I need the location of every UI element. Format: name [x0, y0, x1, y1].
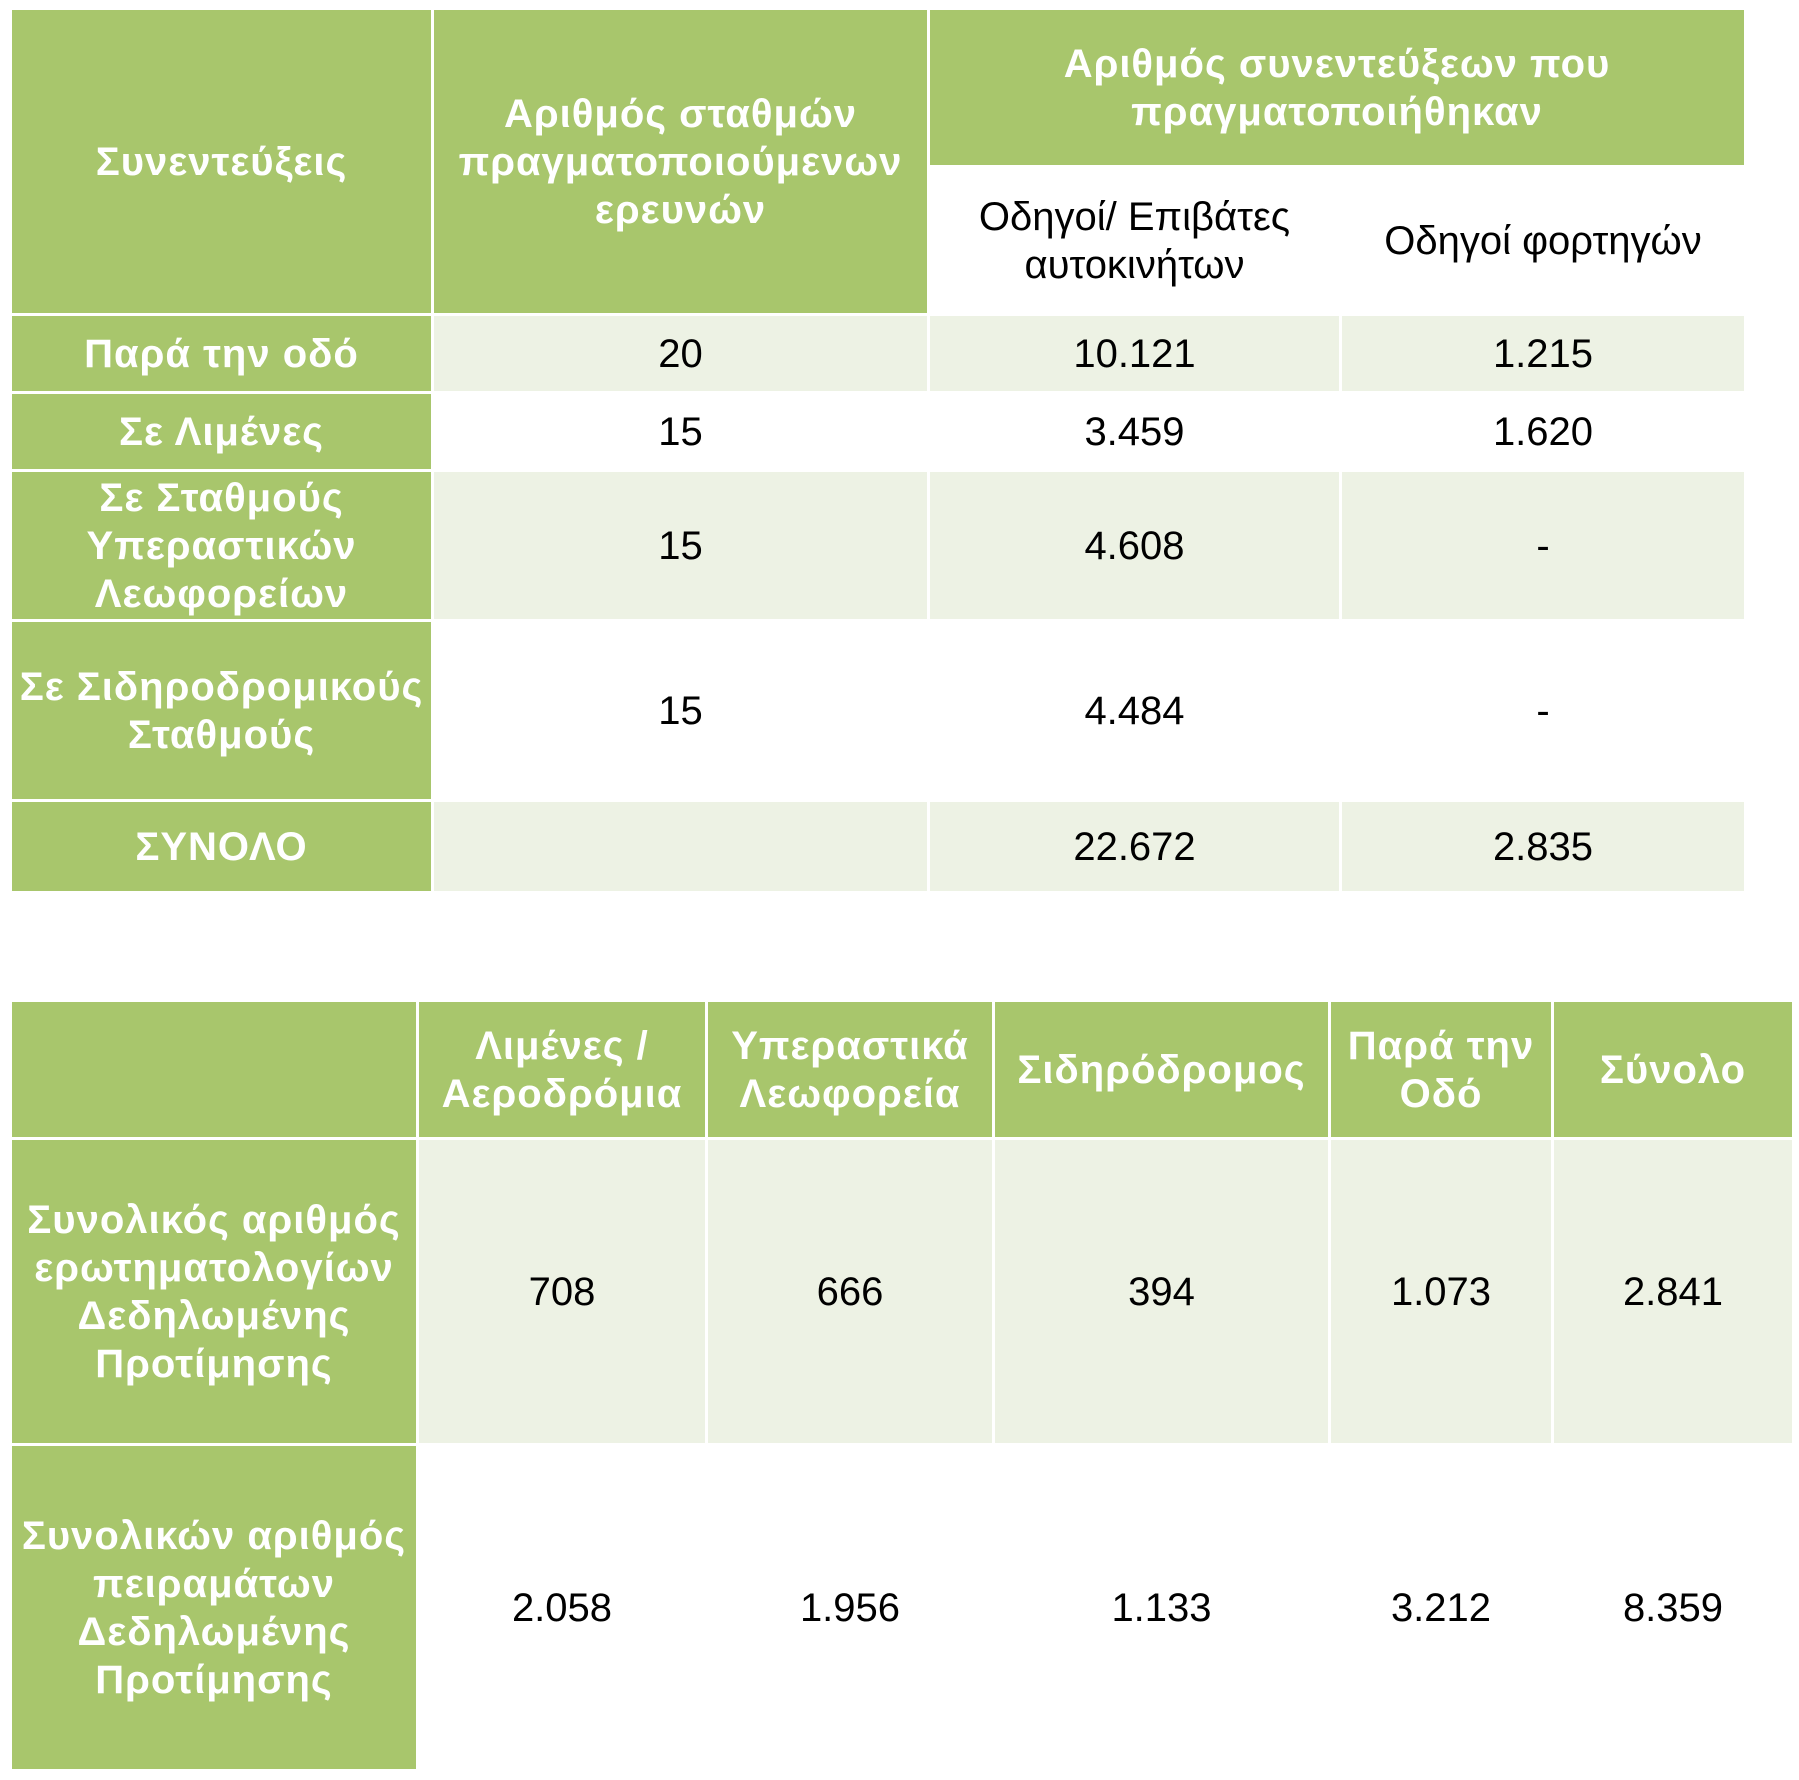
ports-airports-cell: 2.058 — [418, 1445, 707, 1771]
stations-cell: 20 — [433, 315, 929, 393]
trucks-cell: - — [1341, 621, 1746, 801]
table2-header-total: Σύνολο — [1553, 1001, 1794, 1139]
cars-cell: 10.121 — [929, 315, 1341, 393]
railway-cell: 1.133 — [994, 1445, 1330, 1771]
table2-header-intercity-buses: Υπεραστικά Λεωφορεία — [707, 1001, 994, 1139]
table1-header-stations: Αριθμός σταθμών πραγματοποιούμενων ερευνών — [433, 9, 929, 315]
table-row — [11, 621, 1746, 801]
table1-header-car-drivers: Οδηγοί/ Επιβάτες αυτοκινήτων — [929, 167, 1341, 315]
row-label: ΣΥΝΟΛΟ — [11, 801, 433, 893]
stations-cell — [433, 801, 929, 893]
questionnaires-table — [9, 999, 1795, 1772]
ports-airports-cell: 708 — [418, 1139, 707, 1445]
table-row — [11, 1445, 1794, 1771]
intercity-buses-cell: 666 — [707, 1139, 994, 1445]
table1-header-truck-drivers: Οδηγοί φορτηγών — [1341, 167, 1746, 315]
cars-cell: 3.459 — [929, 393, 1341, 471]
table2-header-ports-airports: Λιμένες / Αεροδρόμια — [418, 1001, 707, 1139]
cars-cell: 4.608 — [929, 471, 1341, 621]
intercity-buses-cell: 1.956 — [707, 1445, 994, 1771]
table2-header-railway: Σιδηρόδρομος — [994, 1001, 1330, 1139]
trucks-cell: 1.215 — [1341, 315, 1746, 393]
trucks-cell: 1.620 — [1341, 393, 1746, 471]
row-label: Σε Λιμένες — [11, 393, 433, 471]
table2-header-roadside: Παρά την Οδό — [1330, 1001, 1553, 1139]
stations-cell: 15 — [433, 393, 929, 471]
stations-cell: 15 — [433, 621, 929, 801]
row-label: Παρά την οδό — [11, 315, 433, 393]
trucks-cell: - — [1341, 471, 1746, 621]
table-row — [11, 393, 1746, 471]
row-label: Σε Σταθμούς Υπεραστικών Λεωφορείων — [11, 471, 433, 621]
table1-header-interviews: Συνεντεύξεις — [11, 9, 433, 315]
table2-header-row — [11, 1001, 1794, 1139]
row-label: Συνολικών αριθμός πειραμάτων Δεδηλωμένης Προτίμησης — [11, 1445, 418, 1771]
total-cell: 2.841 — [1553, 1139, 1794, 1445]
table-row — [11, 315, 1746, 393]
cars-cell: 4.484 — [929, 621, 1341, 801]
stations-cell: 15 — [433, 471, 929, 621]
total-cell: 8.359 — [1553, 1445, 1794, 1771]
table2-header-corner — [11, 1001, 418, 1139]
roadside-cell: 3.212 — [1330, 1445, 1553, 1771]
cars-cell: 22.672 — [929, 801, 1341, 893]
railway-cell: 394 — [994, 1139, 1330, 1445]
roadside-cell: 1.073 — [1330, 1139, 1553, 1445]
table-row — [11, 1139, 1794, 1445]
row-label: Σε Σιδηροδρομικούς Σταθμούς — [11, 621, 433, 801]
row-label: Συνολικός αριθμός ερωτηματολογίων Δεδηλωμένης Προτίμησης — [11, 1139, 418, 1445]
table-row — [11, 801, 1746, 893]
interviews-table — [9, 7, 1747, 894]
table1-header-row — [11, 9, 1746, 167]
table1-header-interviews-done: Αριθμός συνεντεύξεων που πραγματοποιήθηκαν — [929, 9, 1746, 167]
trucks-cell: 2.835 — [1341, 801, 1746, 893]
table-row — [11, 471, 1746, 621]
